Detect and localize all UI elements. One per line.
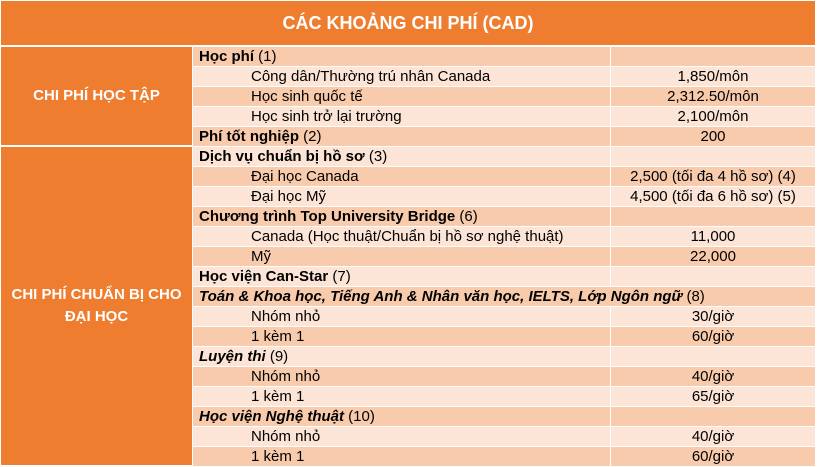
row-value: 2,100/môn	[677, 108, 749, 125]
row-label: 1 kèm 1	[193, 447, 611, 466]
row-value: 1,850/môn	[677, 68, 749, 85]
row-note: (7)	[328, 268, 351, 285]
row-label: Canada (Học thuật/Chuẩn bị hồ sơ nghệ thuật)	[193, 227, 611, 246]
row-label	[193, 287, 815, 306]
table-row	[193, 267, 815, 287]
row-value: 65/giờ	[691, 388, 735, 405]
table-row	[193, 167, 815, 187]
table-row	[193, 87, 815, 107]
row-heading: Học viện Nghệ thuật	[199, 408, 345, 425]
row-note: (2)	[298, 128, 322, 145]
row-label	[193, 407, 611, 426]
row-note: (6)	[455, 208, 478, 225]
table-row	[193, 367, 815, 387]
row-heading: Dịch vụ chuẩn bị hồ sơ	[199, 148, 365, 165]
row-heading: Học viện Can-Star	[199, 268, 329, 285]
table-row	[193, 307, 815, 327]
row-label: Mỹ	[193, 247, 611, 266]
row-value	[611, 207, 815, 226]
row-label: Nhóm nhỏ	[193, 427, 611, 446]
table-row	[193, 287, 815, 307]
row-value	[611, 47, 815, 66]
row-label: Công dân/Thường trú nhân Canada	[193, 67, 611, 86]
category-university-prep-costs: CHI PHÍ CHUẨN BỊ CHO ĐẠI HỌC	[1, 147, 192, 465]
row-value	[611, 147, 815, 166]
row-note: (8)	[682, 288, 705, 305]
row-value: 40/giờ	[691, 368, 735, 385]
row-value: 60/giờ	[691, 328, 735, 345]
category-study-costs: CHI PHÍ HỌC TẬP	[1, 47, 192, 145]
table-row	[193, 47, 815, 67]
row-value: 22,000	[690, 248, 736, 265]
row-heading: Toán & Khoa học, Tiếng Anh & Nhân văn học, IELTS, Lớp Ngôn ngữ	[199, 288, 683, 305]
row-value: 4,500 (tối đa 6 hồ sơ) (5)	[630, 188, 796, 205]
row-value: 40/giờ	[691, 428, 735, 445]
table-row	[193, 67, 815, 87]
row-value: 30/giờ	[691, 308, 735, 325]
row-label: Đại học Mỹ	[193, 187, 611, 206]
row-label: Đại học Canada	[193, 167, 611, 186]
cost-grid	[193, 46, 815, 467]
row-note: (10)	[344, 408, 375, 425]
row-label: Nhóm nhỏ	[193, 367, 611, 386]
table-title: CÁC KHOẢNG CHI PHÍ (CAD)	[1, 1, 815, 45]
row-note: (1)	[254, 48, 277, 65]
row-value: 2,312.50/môn	[667, 88, 759, 105]
row-label: Học sinh quốc tế	[193, 87, 611, 106]
row-value: 2,500 (tối đa 4 hồ sơ) (4)	[630, 168, 796, 185]
row-value: 60/giờ	[691, 448, 735, 465]
row-value	[611, 267, 815, 286]
row-label: Nhóm nhỏ	[193, 307, 611, 326]
table-row	[193, 127, 815, 147]
row-label: 1 kèm 1	[193, 387, 611, 406]
table-row	[193, 247, 815, 267]
row-heading: Học phí	[199, 48, 254, 65]
row-label	[193, 47, 611, 66]
row-label	[193, 347, 611, 366]
row-value: 11,000	[690, 228, 736, 245]
row-note: (9)	[265, 348, 289, 365]
table-row	[193, 147, 815, 167]
table-row	[193, 207, 815, 227]
table-row	[193, 327, 815, 347]
table-row	[193, 407, 815, 427]
row-label: 1 kèm 1	[193, 327, 611, 346]
row-value: 200	[700, 128, 726, 145]
row-heading: Phí tốt nghiệp	[199, 128, 299, 145]
table-row	[193, 227, 815, 247]
table-row	[193, 107, 815, 127]
row-heading: Chương trình Top University Bridge	[199, 208, 456, 225]
row-value	[611, 347, 815, 366]
table-row	[193, 427, 815, 447]
table-row	[193, 447, 815, 467]
row-label	[193, 267, 611, 286]
row-label	[193, 207, 611, 226]
row-heading: Luyện thi	[199, 348, 266, 365]
row-label	[193, 127, 611, 146]
row-value	[611, 407, 815, 426]
table-row	[193, 187, 815, 207]
row-label: Học sinh trở lại trường	[193, 107, 611, 126]
row-note: (3)	[364, 148, 388, 165]
table-row	[193, 387, 815, 407]
table-row	[193, 347, 815, 367]
row-label	[193, 147, 611, 166]
